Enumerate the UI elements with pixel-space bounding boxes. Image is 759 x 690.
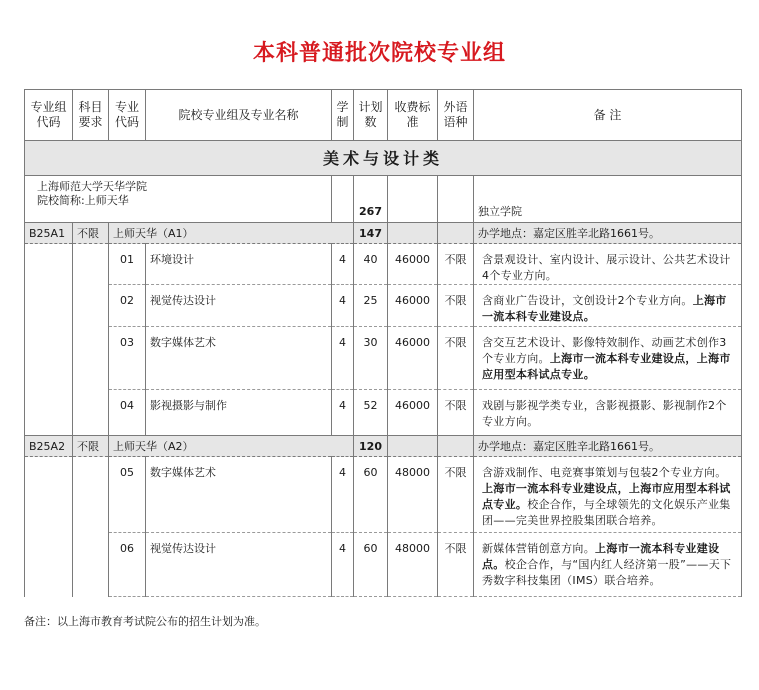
major-years: 4 (332, 390, 354, 436)
group-plan: 147 (354, 223, 388, 244)
major-remark: 含游戏制作、电竞赛事策划与包装2个专业方向。上海市一流本科专业建设点，上海市应用型本科试点专业。校企合作，与全球领先的文化娱乐产业集团——完美世界控股集团联合培养。 (474, 457, 742, 533)
major-fee: 46000 (388, 327, 438, 390)
category-row (25, 141, 742, 176)
major-remark: 含景观设计、室内设计、展示设计、公共艺术设计4个专业方向。 (474, 244, 742, 285)
group-subject: 不限 (73, 436, 109, 457)
major-years: 4 (332, 457, 354, 533)
major-name: 视觉传达设计 (146, 533, 332, 597)
major-code: 04 (109, 390, 146, 436)
major-language: 不限 (438, 285, 474, 327)
group-code: B25A1 (25, 223, 73, 244)
group-row (25, 436, 742, 457)
group-code: B25A2 (25, 436, 73, 457)
major-remark: 戏剧与影视学类专业，含影视摄影、影视制作2个专业方向。 (474, 390, 742, 436)
school-row (25, 176, 742, 223)
major-name: 数字媒体艺术 (146, 327, 332, 390)
major-remark: 含商业广告设计，文创设计2个专业方向。上海市一流本科专业建设点。 (474, 285, 742, 327)
major-remark: 含交互艺术设计、影像特效制作、动画艺术创作3个专业方向。上海市一流本科专业建设点，上海市应用型本科试点专业。 (474, 327, 742, 390)
header-fee: 收费标准 (388, 90, 438, 141)
group-remark: 办学地点：嘉定区胜辛北路1661号。 (474, 223, 742, 244)
school-remark: 独立学院 (474, 176, 742, 223)
major-language: 不限 (438, 457, 474, 533)
major-name: 环境设计 (146, 244, 332, 285)
admission-table (24, 89, 741, 597)
major-language: 不限 (438, 327, 474, 390)
major-fee: 48000 (388, 533, 438, 597)
major-language: 不限 (438, 244, 474, 285)
major-code: 02 (109, 285, 146, 327)
major-plan: 52 (354, 390, 388, 436)
group-name: 上师天华（A1） (109, 223, 354, 244)
major-years: 4 (332, 285, 354, 327)
major-plan: 30 (354, 327, 388, 390)
header-subject-requirement: 科目要求 (73, 90, 109, 141)
major-code: 01 (109, 244, 146, 285)
major-remark: 新媒体营销创意方向。上海市一流本科专业建设点。校企合作，与“国内红人经济第一股”——天下秀数字科技集团（IMS）联合培养。 (474, 533, 742, 597)
major-code: 06 (109, 533, 146, 597)
group-plan: 120 (354, 436, 388, 457)
school-name: 上海师范大学天华学院 (37, 180, 147, 193)
footnote: 备注：以上海市教育考试院公布的招生计划为准。 (24, 615, 266, 628)
major-years: 4 (332, 244, 354, 285)
table-row (25, 327, 742, 390)
header-plan: 计划数 (354, 90, 388, 141)
header-years: 学制 (332, 90, 354, 141)
group-subject: 不限 (73, 223, 109, 244)
header-remarks: 备 注 (474, 90, 742, 141)
header-language: 外语语种 (438, 90, 474, 141)
table-row (25, 390, 742, 436)
major-name: 视觉传达设计 (146, 285, 332, 327)
major-code: 05 (109, 457, 146, 533)
category-label: 美术与设计类 (25, 141, 742, 176)
major-name: 数字媒体艺术 (146, 457, 332, 533)
major-plan: 25 (354, 285, 388, 327)
major-code: 03 (109, 327, 146, 390)
header-major-code: 专业代码 (109, 90, 146, 141)
major-name: 影视摄影与制作 (146, 390, 332, 436)
major-language: 不限 (438, 390, 474, 436)
header-group-code: 专业组代码 (25, 90, 73, 141)
table-row (25, 457, 742, 533)
table-row (25, 244, 742, 285)
school-short-name: 院校简称:上师天华 (37, 194, 129, 207)
header-name: 院校专业组及专业名称 (146, 90, 332, 141)
school-name-cell (25, 176, 332, 223)
major-fee: 46000 (388, 244, 438, 285)
group-name: 上师天华（A2） (109, 436, 354, 457)
page-title: 本科普通批次院校专业组 (252, 41, 506, 66)
major-years: 4 (332, 533, 354, 597)
major-fee: 48000 (388, 457, 438, 533)
major-fee: 46000 (388, 285, 438, 327)
major-plan: 60 (354, 533, 388, 597)
table-header-row (25, 90, 742, 141)
group-remark: 办学地点：嘉定区胜辛北路1661号。 (474, 436, 742, 457)
major-language: 不限 (438, 533, 474, 597)
major-plan: 60 (354, 457, 388, 533)
major-fee: 46000 (388, 390, 438, 436)
major-years: 4 (332, 327, 354, 390)
table-row (25, 285, 742, 327)
group-row (25, 223, 742, 244)
school-plan: 267 (354, 176, 388, 223)
table-row (25, 533, 742, 597)
major-plan: 40 (354, 244, 388, 285)
